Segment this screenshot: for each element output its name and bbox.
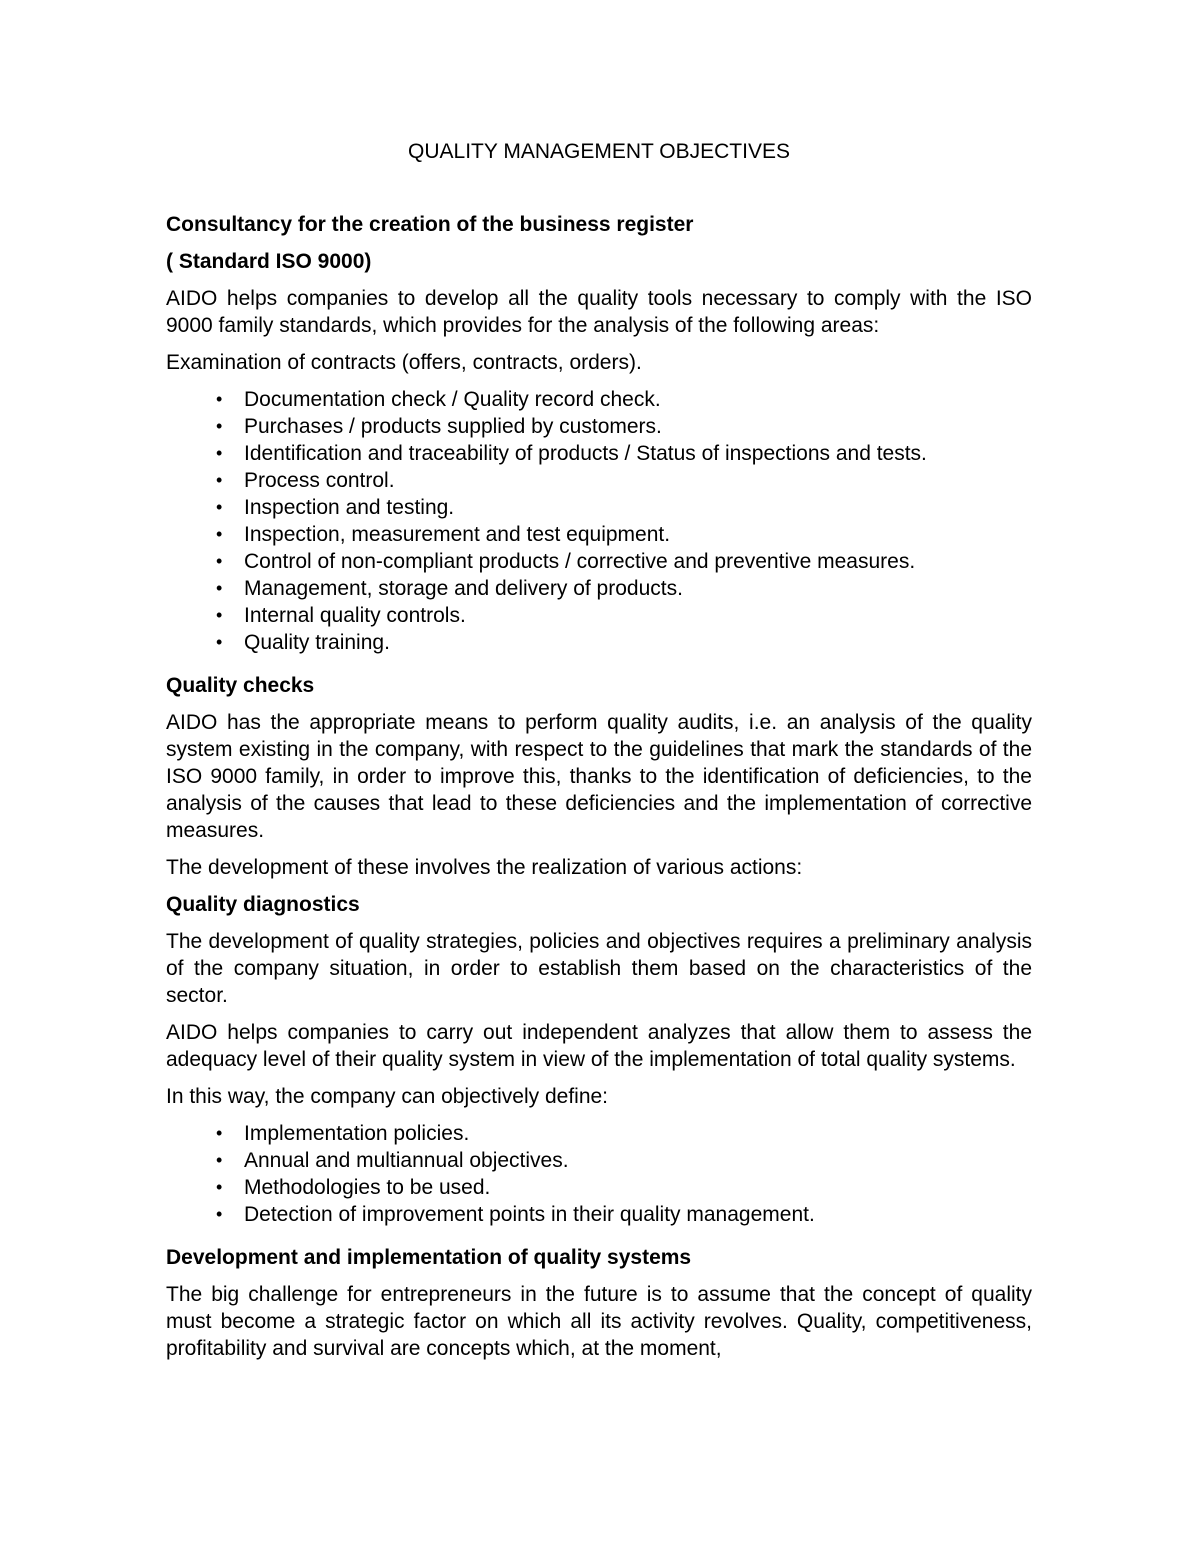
document-title: QUALITY MANAGEMENT OBJECTIVES	[408, 140, 790, 163]
section-heading-development-implementation: Development and implementation of quality systems	[166, 1246, 692, 1269]
list-item: • Implementation policies.	[216, 1122, 470, 1145]
paragraph-diagnostics-3: In this way, the company can objectively define:	[166, 1085, 609, 1108]
section-heading-consultancy: Consultancy for the creation of the business register	[166, 213, 694, 236]
bullet-icon: •	[216, 524, 223, 544]
paragraph-diagnostics-1: The development of quality strategies, policies and objectives requires a preliminary analysis of the company situation, in order to establish them based on the characteristics of the sector.	[166, 930, 1032, 1007]
document-page	[166, 138, 1032, 1372]
paragraph-diagnostics-2: AIDO helps companies to carry out independent analyzes that allow them to assess the adequacy level of their quality system in view of the implementation of total quality systems.	[166, 1021, 1032, 1071]
bullet-icon: •	[216, 551, 223, 571]
bullet-icon: •	[216, 605, 223, 625]
areas-list	[166, 386, 1032, 656]
bullet-icon: •	[216, 497, 223, 517]
section-heading-quality-checks: Quality checks	[166, 674, 315, 697]
list-item: • Quality training.	[216, 631, 390, 654]
bullet-icon: •	[216, 578, 223, 598]
paragraph-development-implementation: The big challenge for entrepreneurs in the future is to assume that the concept of quality must become a strategic factor on which all its activity revolves. Quality, competitiveness, profitability and survival are concepts which, at the moment,	[166, 1283, 1032, 1360]
list-item: • Purchases / products supplied by customers.	[216, 415, 662, 438]
bullet-icon: •	[216, 389, 223, 409]
list-item: • Inspection, measurement and test equipment.	[216, 523, 671, 546]
paragraph-examination: Examination of contracts (offers, contracts, orders).	[166, 351, 642, 374]
bullet-icon: •	[216, 1123, 223, 1143]
bullet-icon: •	[216, 470, 223, 490]
bullet-icon: •	[216, 416, 223, 436]
paragraph-development-actions: The development of these involves the realization of various actions:	[166, 856, 803, 879]
section-heading-quality-diagnostics: Quality diagnostics	[166, 893, 360, 916]
list-item: • Detection of improvement points in their quality management.	[216, 1203, 815, 1226]
list-item: • Methodologies to be used.	[216, 1176, 491, 1199]
paragraph-intro: AIDO helps companies to develop all the quality tools necessary to comply with the ISO 9000 family standards, which provides for the analysis of the following areas:	[166, 287, 1032, 337]
list-item: • Documentation check / Quality record check.	[216, 388, 661, 411]
bullet-icon: •	[216, 443, 223, 463]
bullet-icon: •	[216, 1150, 223, 1170]
list-item: • Inspection and testing.	[216, 496, 455, 519]
section-subheading-standard: ( Standard ISO 9000)	[166, 250, 372, 273]
list-item: • Management, storage and delivery of products.	[216, 577, 683, 600]
paragraph-quality-checks: AIDO has the appropriate means to perform quality audits, i.e. an analysis of the quality system existing in the company, with respect to the guidelines that mark the standards of the ISO 9000 family, in order to improve this, thanks to the identification of deficiencies, to the analysis of the causes that lead to these deficiencies and the implementation of corrective measures.	[166, 711, 1032, 842]
bullet-icon: •	[216, 632, 223, 652]
define-list	[166, 1120, 1032, 1228]
list-item: • Control of non-compliant products / corrective and preventive measures.	[216, 550, 916, 573]
list-item: • Annual and multiannual objectives.	[216, 1149, 569, 1172]
bullet-icon: •	[216, 1177, 223, 1197]
bullet-icon: •	[216, 1204, 223, 1224]
list-item: • Internal quality controls.	[216, 604, 466, 627]
list-item: • Identification and traceability of products / Status of inspections and tests.	[216, 442, 927, 465]
list-item: • Process control.	[216, 469, 395, 492]
